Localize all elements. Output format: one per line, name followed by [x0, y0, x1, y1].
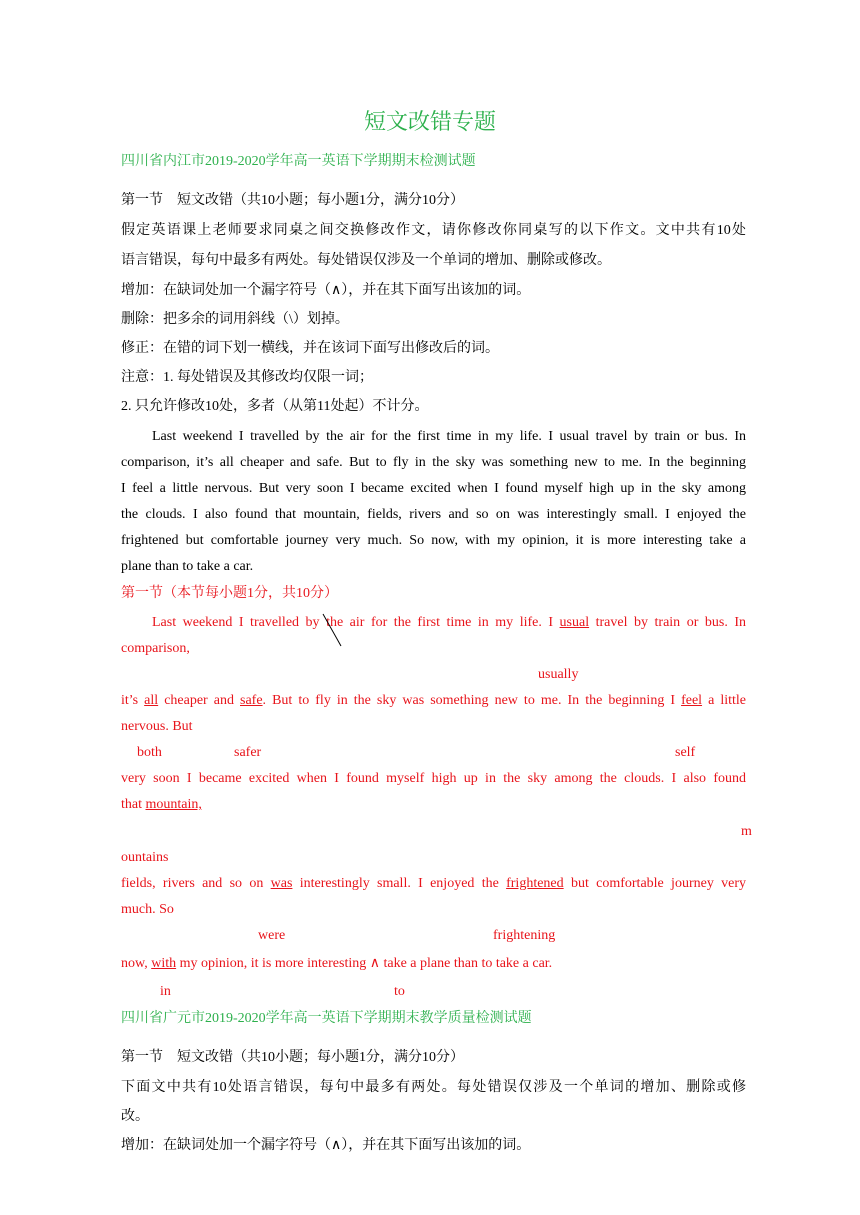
passage-line: Last weekend I travelled by the air for the first time in my life. I usual travel by train or bus. In — [152, 429, 746, 444]
rule-add: 增加：在缺词处加一个漏字符号（∧），并在其下面写出该加的词。 — [121, 1138, 531, 1153]
correction-word: m — [741, 824, 752, 839]
passage-line: the clouds. I also found that mountain, fields, rivers and so on was interestingly small. I enjoyed the — [121, 507, 746, 522]
page-title: 短文改错专题 — [363, 109, 496, 134]
instruction-line: 语言错误，每句中最多有两处。每处错误仅涉及一个单词的增加、删除或修改。 — [121, 253, 611, 268]
error-word: feel — [681, 693, 703, 708]
correction-word: in — [160, 984, 171, 999]
correction-word: safer — [234, 745, 262, 760]
answer-line: that mountain, — [121, 797, 202, 812]
instruction-line: 改。 — [121, 1109, 149, 1124]
passage-line: I feel a little nervous. But very soon I became excited when I found myself high up in the sky among — [121, 481, 746, 496]
passage-line: plane than to take a car. — [121, 559, 254, 574]
source-line-1: 四川省内江市2019-2020学年高一英语下学期期末检测试题 — [121, 154, 476, 169]
passage-line: frightened but comfortable journey very much. So now, with my opinion, it is more interesting take a — [121, 533, 746, 548]
note-2: 2. 只允许修改10处，多者（从第11处起）不计分。 — [121, 399, 429, 414]
error-word: frightened — [506, 876, 564, 891]
correction-word: to — [394, 984, 405, 999]
correction-word: were — [258, 928, 286, 943]
answer-line: fields, rivers and so on was interestingly small. I enjoyed the frightened but comfortable journey very — [121, 876, 746, 891]
error-word: with — [151, 956, 177, 971]
answer-line: now, with my opinion, it is more interesting ∧ take a plane than to take a car. — [121, 956, 553, 971]
answer-line: it’s all cheaper and safe. But to fly in the sky was something new to me. In the beginning I feel a little — [121, 693, 746, 708]
section-heading-2: 第一节 短文改错（共10小题；每小题1分，满分10分） — [121, 1050, 464, 1065]
rule-add: 增加：在缺词处加一个漏字符号（∧），并在其下面写出该加的词。 — [121, 283, 531, 298]
instruction-line: 假定英语课上老师要求同桌之间交换修改作文，请你修改你同桌写的以下作文。文中共有10处 — [121, 223, 746, 238]
answer-line: much. So — [121, 902, 174, 917]
error-word: mountain, — [145, 797, 202, 812]
correction-word: ountains — [121, 850, 169, 865]
correction-word: usually — [538, 667, 579, 682]
correction-word: frightening — [493, 928, 556, 943]
note-1: 注意：1. 每处错误及其修改均仅限一词； — [121, 370, 373, 385]
section-heading-1: 第一节 短文改错（共10小题；每小题1分，满分10分） — [121, 193, 464, 208]
rule-fix: 修正：在错的词下划一横线，并在该词下面写出修改后的词。 — [121, 341, 499, 356]
error-word: usual — [559, 615, 590, 630]
error-word: all — [144, 693, 159, 708]
correction-word: both — [137, 745, 162, 760]
answer-heading: 第一节（本节每小题1分，共10分） — [121, 586, 338, 601]
delete-slash-mark — [315, 612, 345, 648]
answer-line: nervous. But — [121, 719, 193, 734]
correction-word: self — [675, 745, 696, 760]
source-line-2: 四川省广元市2019-2020学年高一英语下学期期末教学质量检测试题 — [121, 1011, 532, 1026]
answer-line: very soon I became excited when I found myself high up in the sky among the clouds. I also found — [121, 771, 746, 786]
error-word: was — [270, 876, 293, 891]
error-word: safe — [240, 693, 263, 708]
instruction-line: 下面文中共有10处语言错误，每句中最多有两处。每处错误仅涉及一个单词的增加、删除或修 — [121, 1080, 746, 1095]
passage-line: comparison, it’s all cheaper and safe. But to fly in the sky was something new to me. In the beginning — [121, 455, 746, 470]
rule-delete: 删除：把多余的词用斜线（\）划掉。 — [121, 312, 349, 327]
answer-line: comparison, — [121, 641, 190, 656]
answer-line: Last weekend I travelled by the air for the first time in my life. I usual travel by train or bus. In — [152, 615, 746, 630]
